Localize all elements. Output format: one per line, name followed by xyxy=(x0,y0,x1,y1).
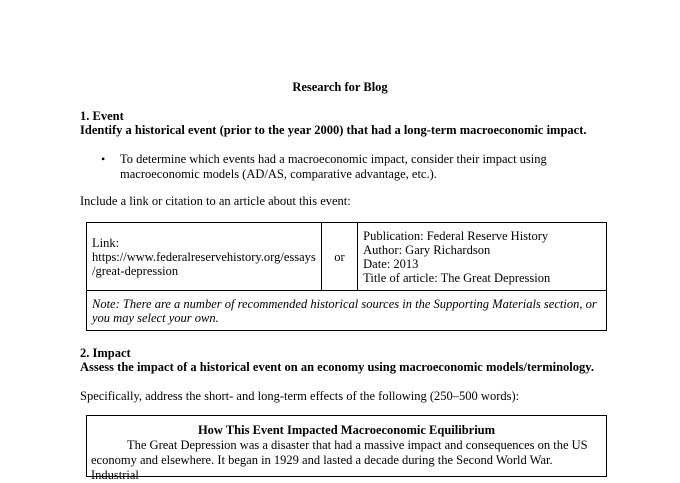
article-title-text: Title of article: The Great Depression xyxy=(363,270,551,285)
publication-cell xyxy=(358,223,607,291)
section-2-subheading: Assess the impact of a historical event on an economy using macroeconomic models/terminology. xyxy=(80,360,594,374)
author-text: Author: Gary Richardson xyxy=(363,242,491,257)
or-cell xyxy=(321,223,357,291)
link-label: Link: xyxy=(92,235,120,250)
section-1-bullet: To determine which events had a macroeconomic impact, consider their impact using macroeconomic models (AD/AS, comparative advantage, etc.). xyxy=(120,152,547,181)
publication-text: Publication: Federal Reserve History xyxy=(363,228,549,243)
section-1-instruction: Include a link or citation to an article about this event: xyxy=(80,194,351,208)
section-2-heading: 2. Impact xyxy=(80,346,131,360)
equilibrium-box-body: The Great Depression was a disaster that had a massive impact and consequences on the US economy and elsewhere. It began in 1929 and lasted a decade during the Second World War. Industrial xyxy=(91,438,588,482)
section-1-heading: 1. Event xyxy=(80,109,124,123)
equilibrium-box xyxy=(86,415,607,482)
note-cell xyxy=(87,291,607,331)
section-1-subheading: Identify a historical event (prior to the year 2000) that had a long-term macroeconomic impact. xyxy=(80,123,587,137)
date-text: Date: 2013 xyxy=(363,256,419,271)
link-cell xyxy=(87,223,322,291)
bullet-icon: • xyxy=(101,152,106,166)
link-url-line-2[interactable]: /great-depression xyxy=(92,263,179,278)
or-text: or xyxy=(334,249,345,264)
note-line-2: you may select your own. xyxy=(92,310,219,325)
section-2-instruction: Specifically, address the short- and long-term effects of the following (250–500 words): xyxy=(80,389,520,403)
equilibrium-box-title: How This Event Impacted Macroeconomic Equilibrium xyxy=(197,423,496,437)
document-title: Research for Blog xyxy=(292,80,388,94)
citation-table xyxy=(86,222,607,331)
link-url-line-1[interactable]: https://www.federalreservehistory.org/essays xyxy=(92,249,316,264)
note-line-1: Note: There are a number of recommended historical sources in the Supporting Materials section, or xyxy=(92,296,597,311)
